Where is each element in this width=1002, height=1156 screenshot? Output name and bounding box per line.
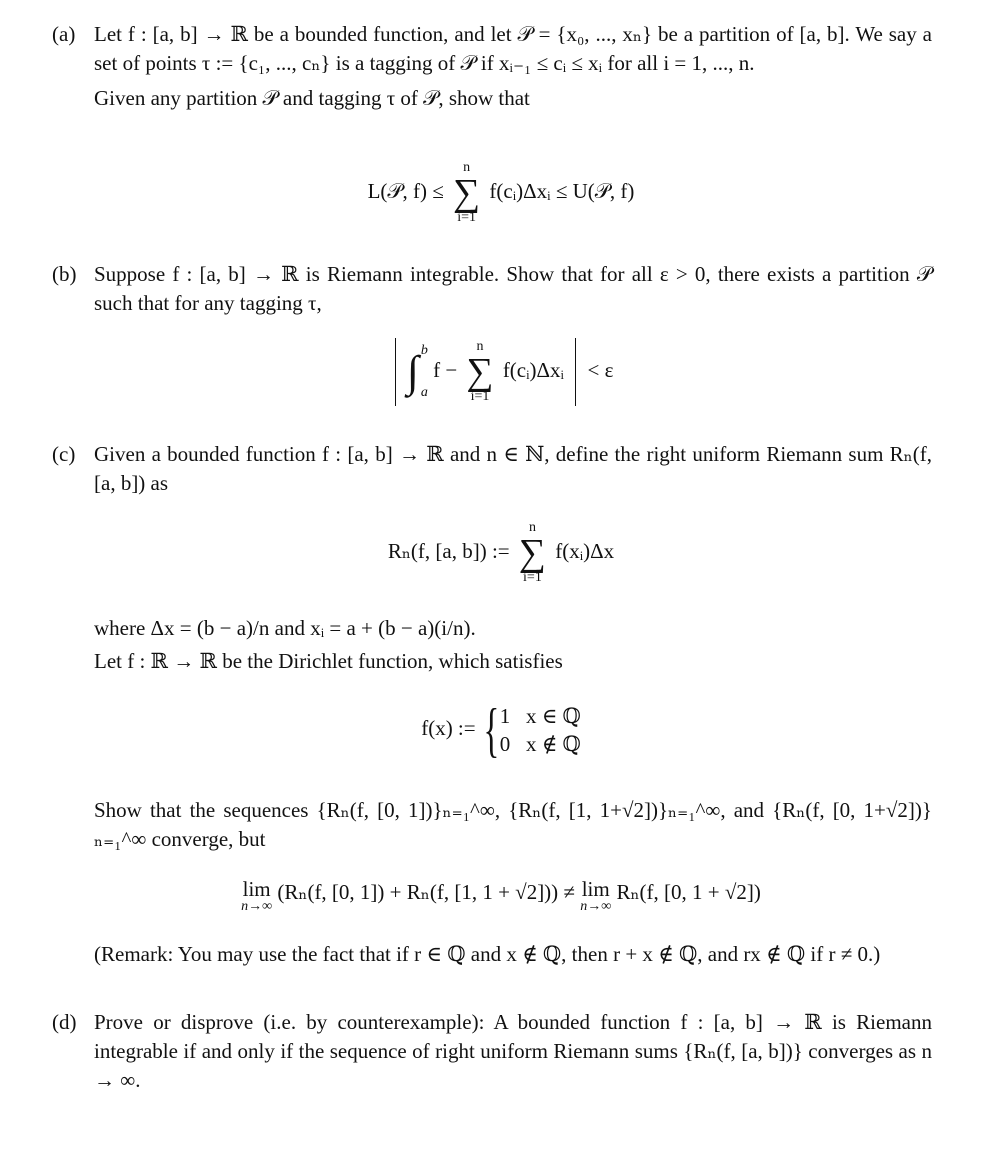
part-c-definition: Given a bounded function f : [a, b] → ℝ and n ∈ ℕ, define the right uniform Riemann sum Rₙ(f, [a, b]) as xyxy=(94,442,932,495)
part-b xyxy=(52,260,932,318)
summation-symbol: n ∑ i=1 xyxy=(453,160,481,225)
summation-symbol: n ∑ i=1 xyxy=(518,520,546,585)
part-d xyxy=(52,1008,932,1095)
part-a xyxy=(52,20,932,113)
part-b-display-inequality xyxy=(0,338,1002,406)
part-c-where: where Δx = (b − a)/n and xᵢ = a + (b − a)(i/n). Let f : ℝ → ℝ be the Dirichlet function, which satisfies xyxy=(52,614,932,676)
cases-brace: { 1 x ∈ ℚ 0 x ∉ ℚ xyxy=(483,697,581,763)
part-c xyxy=(52,440,932,498)
limit-operator: lim n→∞ xyxy=(580,877,612,914)
dirichlet-definition: f(x) := { 1 x ∈ ℚ 0 x ∉ ℚ xyxy=(421,697,581,763)
part-a-instruction: Given any partition 𝒫 and tagging τ of 𝒫, show that xyxy=(94,86,530,110)
integrand: f − xyxy=(433,357,458,382)
part-b-statement: Suppose f : [a, b] → ℝ is Riemann integrable. Show that for all ε > 0, there exists a partition 𝒫 such that for any tagging τ, xyxy=(94,262,932,315)
convergence-claim: Show that the sequences {Rₙ(f, [0, 1])}ₙ₌₁^∞, {Rₙ(f, [1, 1+√2])}ₙ₌₁^∞, and {Rₙ(f, [0, 1+√2])}ₙ₌₁^∞ converge, but xyxy=(94,798,932,851)
part-d-label: (d) xyxy=(52,1010,77,1034)
integral-symbol: ∫ b a xyxy=(406,343,428,400)
part-b-label: (b) xyxy=(52,262,77,286)
part-c-label: (c) xyxy=(52,442,76,466)
remark-text: (Remark: You may use the fact that if r ∈ ℚ and x ∉ ℚ, then r + x ∉ ℚ, and rx ∉ ℚ if r ≠ 0.) xyxy=(94,942,881,966)
sum-term: f(cᵢ)Δxᵢ xyxy=(502,357,564,382)
part-a-definition: Let f : [a, b] → ℝ be a bounded function, and let 𝒫 = {x₀, ..., xₙ} be a partition of [a, b]. We say a set of points τ := {c₁, ..., cₙ} is a tagging of 𝒫 if xᵢ₋₁ ≤ cᵢ ≤ xᵢ for all i = 1, ..., n. xyxy=(94,22,932,75)
part-d-statement: Prove or disprove (i.e. by counterexample): A bounded function f : [a, b] → ℝ is Riemann integrable if and only if the sequence of right uniform Riemann sums {Rₙ(f, [a, b])} converges as n → ∞. xyxy=(94,1010,932,1092)
epsilon-bound: < ε xyxy=(587,357,614,382)
part-a-display-equation xyxy=(0,160,1002,226)
limit-inequality: lim n→∞ (Rₙ(f, [0, 1]) + Rₙ(f, [1, 1 + √2])) ≠ lim n→∞ Rₙ(f, [0, 1 + √2]) xyxy=(241,877,761,914)
dirichlet-intro: Let f : ℝ → ℝ be the Dirichlet function, which satisfies xyxy=(94,649,563,673)
tagged-sum-and-upper-sum: f(cᵢ)Δxᵢ ≤ U(𝒫, f) xyxy=(489,178,635,203)
part-c-show xyxy=(52,796,932,854)
summation-symbol: n ∑ i=1 xyxy=(466,339,494,404)
part-c-remark xyxy=(52,940,932,969)
part-a-label: (a) xyxy=(52,22,76,46)
limit-operator: lim n→∞ xyxy=(241,877,273,914)
lower-sum: L(𝒫, f) ≤ xyxy=(367,178,444,203)
riemann-sum-definition: Rₙ(f, [a, b]) := n ∑ i=1 f(xᵢ)Δx xyxy=(387,520,615,585)
